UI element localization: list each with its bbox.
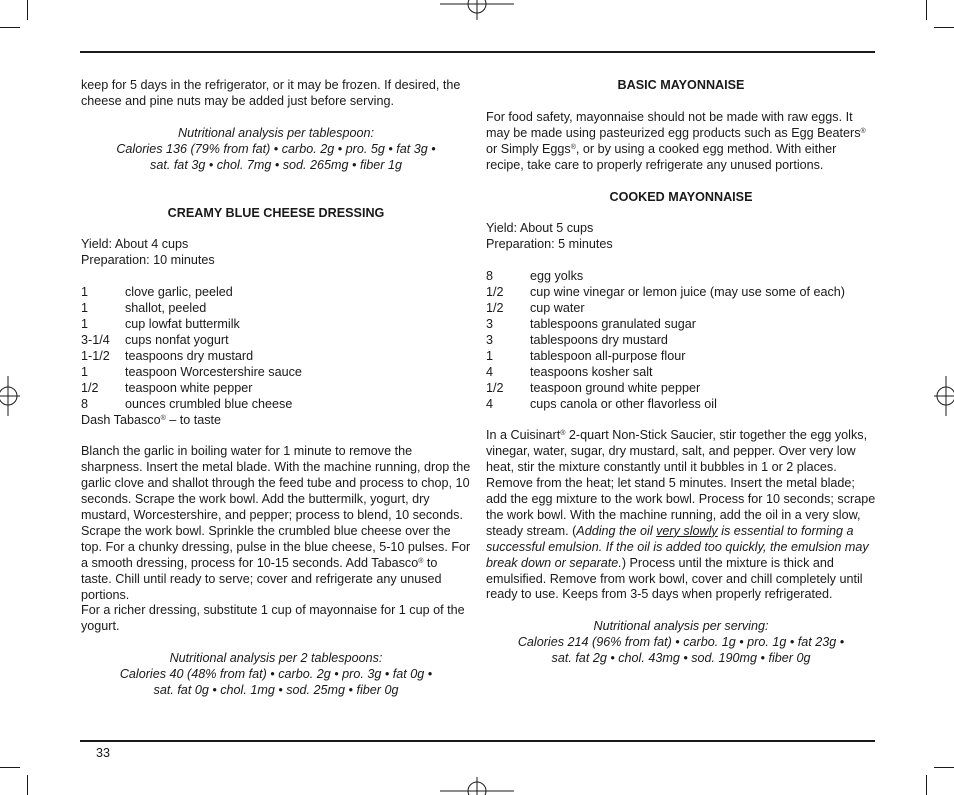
- yield: Yield: About 4 cups: [81, 237, 189, 252]
- ingredient-qty: 1-1/2: [81, 348, 110, 363]
- preparation-time: Preparation: 5 minutes: [486, 237, 613, 252]
- nutrition-line: Calories 136 (79% from fat) • carbo. 2g • pro. 5g • fat 3g •: [116, 141, 436, 156]
- ingredient-item: teaspoon white pepper: [125, 380, 253, 395]
- ingredient-item: cup wine vinegar or lemon juice (may use some of each): [530, 285, 845, 300]
- yield: Yield: About 5 cups: [486, 221, 594, 236]
- ingredient-qty: 4: [486, 396, 494, 411]
- ingredient-item: tablespoon all-purpose flour: [530, 348, 686, 363]
- ingredient-list: [486, 269, 876, 412]
- ingredient-item: shallot, peeled: [125, 301, 207, 316]
- ingredient-qty: 1/2: [486, 301, 504, 316]
- ingredient-qty: 1: [81, 317, 89, 332]
- ingredient-qty: 1: [81, 301, 89, 316]
- ingredient-row: [486, 301, 876, 317]
- ingredient-qty: 3: [486, 332, 494, 347]
- registration-mark-left: [0, 376, 20, 416]
- continued-text: keep for 5 days in the refrigerator, or it may be frozen. If desired, the cheese and pine nuts may be added just before serving.: [81, 78, 461, 108]
- ingredient-item: teaspoons dry mustard: [125, 348, 254, 363]
- ingredient-item: teaspoon Worcestershire sauce: [125, 364, 302, 379]
- crop-mark: [934, 27, 954, 28]
- left-column: [81, 78, 471, 699]
- ingredient-row: [81, 365, 471, 381]
- nutrition-title: Nutritional analysis per tablespoon:: [177, 125, 374, 140]
- registration-mark-top: [440, 0, 514, 20]
- nutrition-line: Calories 40 (48% from fat) • carbo. 2g • pro. 3g • fat 0g •: [119, 667, 433, 682]
- recipe-title: COOKED MAYONNAISE: [609, 189, 753, 204]
- ingredient-item: tablespoons granulated sugar: [530, 316, 696, 331]
- nutrition-title: Nutritional analysis per 2 tablespoons:: [169, 651, 383, 666]
- section-title: BASIC MAYONNAISE: [617, 78, 745, 92]
- crop-mark: [926, 0, 927, 20]
- ingredient-list: [81, 285, 471, 412]
- ingredient-row: [486, 269, 876, 285]
- crop-mark: [926, 775, 927, 795]
- nutrition-line: Calories 214 (96% from fat) • carbo. 1g • pro. 1g • fat 23g •: [517, 635, 845, 650]
- nutrition-title: Nutritional analysis per serving:: [593, 619, 769, 634]
- ingredient-qty: 4: [486, 364, 494, 379]
- registration-mark-right: [934, 376, 954, 416]
- ingredient-qty: 1: [486, 348, 494, 363]
- ingredient-qty: 1: [81, 285, 89, 300]
- ingredient-item: cup water: [530, 301, 585, 316]
- ingredient-item: cup lowfat buttermilk: [125, 317, 240, 332]
- crop-mark: [934, 767, 954, 768]
- ingredient-row: [486, 397, 876, 413]
- ingredient-row: [486, 381, 876, 397]
- crop-mark: [0, 767, 20, 768]
- crop-mark: [27, 0, 28, 20]
- ingredient-row: [486, 365, 876, 381]
- method-note: For a richer dressing, substitute 1 cup of mayonnaise for 1 cup of the yogurt.: [81, 603, 465, 634]
- preparation-time: Preparation: 10 minutes: [81, 253, 215, 268]
- nutrition-line: sat. fat 3g • chol. 7mg • sod. 265mg • fiber 1g: [150, 157, 402, 172]
- ingredient-item: teaspoon ground white pepper: [530, 380, 701, 395]
- ingredient-item: cups nonfat yogurt: [125, 332, 229, 347]
- ingredient-item: cups canola or other flavorless oil: [530, 396, 717, 411]
- ingredient-item: egg yolks: [530, 269, 584, 284]
- ingredient-qty: 1/2: [81, 380, 99, 395]
- crop-mark: [27, 775, 28, 795]
- ingredient-item: teaspoons kosher salt: [530, 364, 653, 379]
- registration-mark-bottom: [440, 777, 514, 795]
- ingredient-qty: 1/2: [486, 380, 504, 395]
- ingredient-row: [81, 333, 471, 349]
- ingredient-qty: 8: [81, 396, 89, 411]
- intro-text: For food safety, mayonnaise should not be made with raw eggs. It may be made using pasteurized egg products such as Egg Beaters® or Simply Eggs®, or by using a cooked egg method. With either recipe, take care to properly refrigerate any unused portions.: [486, 109, 866, 172]
- ingredient-row: [81, 317, 471, 333]
- ingredient-dash: Dash Tabasco® – to taste: [81, 412, 222, 427]
- page-number: 33: [96, 746, 111, 760]
- ingredient-row: [486, 285, 876, 301]
- ingredient-row: [81, 285, 471, 301]
- ingredient-row: [81, 301, 471, 317]
- method-emphasis: Adding the oil very slowly is essential to forming a successful emulsion. If the oil is added too quickly, the emulsion may break down or separate.: [486, 523, 869, 570]
- method-text: Blanch the garlic in boiling water for 1 minute to remove the sharpness. Insert the metal blade. With the machine running, drop the garlic clove and shallot through the feed tube and process to chop, 10 seconds. Scrape the work bowl. Add the buttermilk, yogurt, dry mustard, Worcestershire, and pepper; process to blend, 10 seconds. Scrape the work bowl. Sprinkle the crumbled blue cheese over the top. For a chunky dressing, pulse in the blue cheese, 5-10 pulses. For a smooth dressing, process for 10-15 seconds. Add Tabasco® to taste. Chill until ready to serve; cover and refrigerate any unused portions.: [81, 444, 471, 602]
- nutrition-line: sat. fat 0g • chol. 1mg • sod. 25mg • fiber 0g: [153, 683, 399, 698]
- ingredient-qty: 1: [81, 364, 89, 379]
- ingredient-row: [81, 381, 471, 397]
- ingredient-qty: 1/2: [486, 285, 504, 300]
- nutrition-line: sat. fat 2g • chol. 43mg • sod. 190mg • fiber 0g: [551, 651, 811, 666]
- ingredient-row: [81, 349, 471, 365]
- footer-rule: [80, 740, 875, 742]
- ingredient-row: [486, 317, 876, 333]
- ingredient-row: [486, 333, 876, 349]
- method-text: In a Cuisinart® 2-quart Non-Stick Saucier, stir together the egg yolks, vinegar, water, sugar, dry mustard, salt, and pepper. Over very low heat, stir the mixture constantly until it bubbles in 1 or 2 places. Remove from the heat; let stand 5 minutes. Insert the metal blade; add the egg mixture to the work bowl. Process for 10 seconds; scrape the work bowl. With the machine running, add the oil in a very slow, steady stream. (Adding the oil very slowly is essential to forming a successful emulsion. If the oil is added too quickly, the emulsion may break down or separate.) Process until the mixture is thick and emulsified. Remove from work bowl, cover and chill completely until ready to use. Keeps from 3-5 days when properly refrigerated.: [486, 428, 876, 602]
- ingredient-item: clove garlic, peeled: [125, 285, 233, 300]
- ingredient-qty: 3: [486, 316, 494, 331]
- right-column: [486, 78, 876, 667]
- ingredient-item: ounces crumbled blue cheese: [125, 396, 293, 411]
- recipe-title: CREAMY BLUE CHEESE DRESSING: [167, 205, 385, 220]
- ingredient-row: [486, 349, 876, 365]
- crop-mark: [0, 27, 20, 28]
- ingredient-qty: 8: [486, 269, 494, 284]
- ingredient-item: tablespoons dry mustard: [530, 332, 668, 347]
- ingredient-row: [81, 397, 471, 413]
- ingredient-qty: 3-1/4: [81, 332, 110, 347]
- header-rule: [80, 51, 875, 53]
